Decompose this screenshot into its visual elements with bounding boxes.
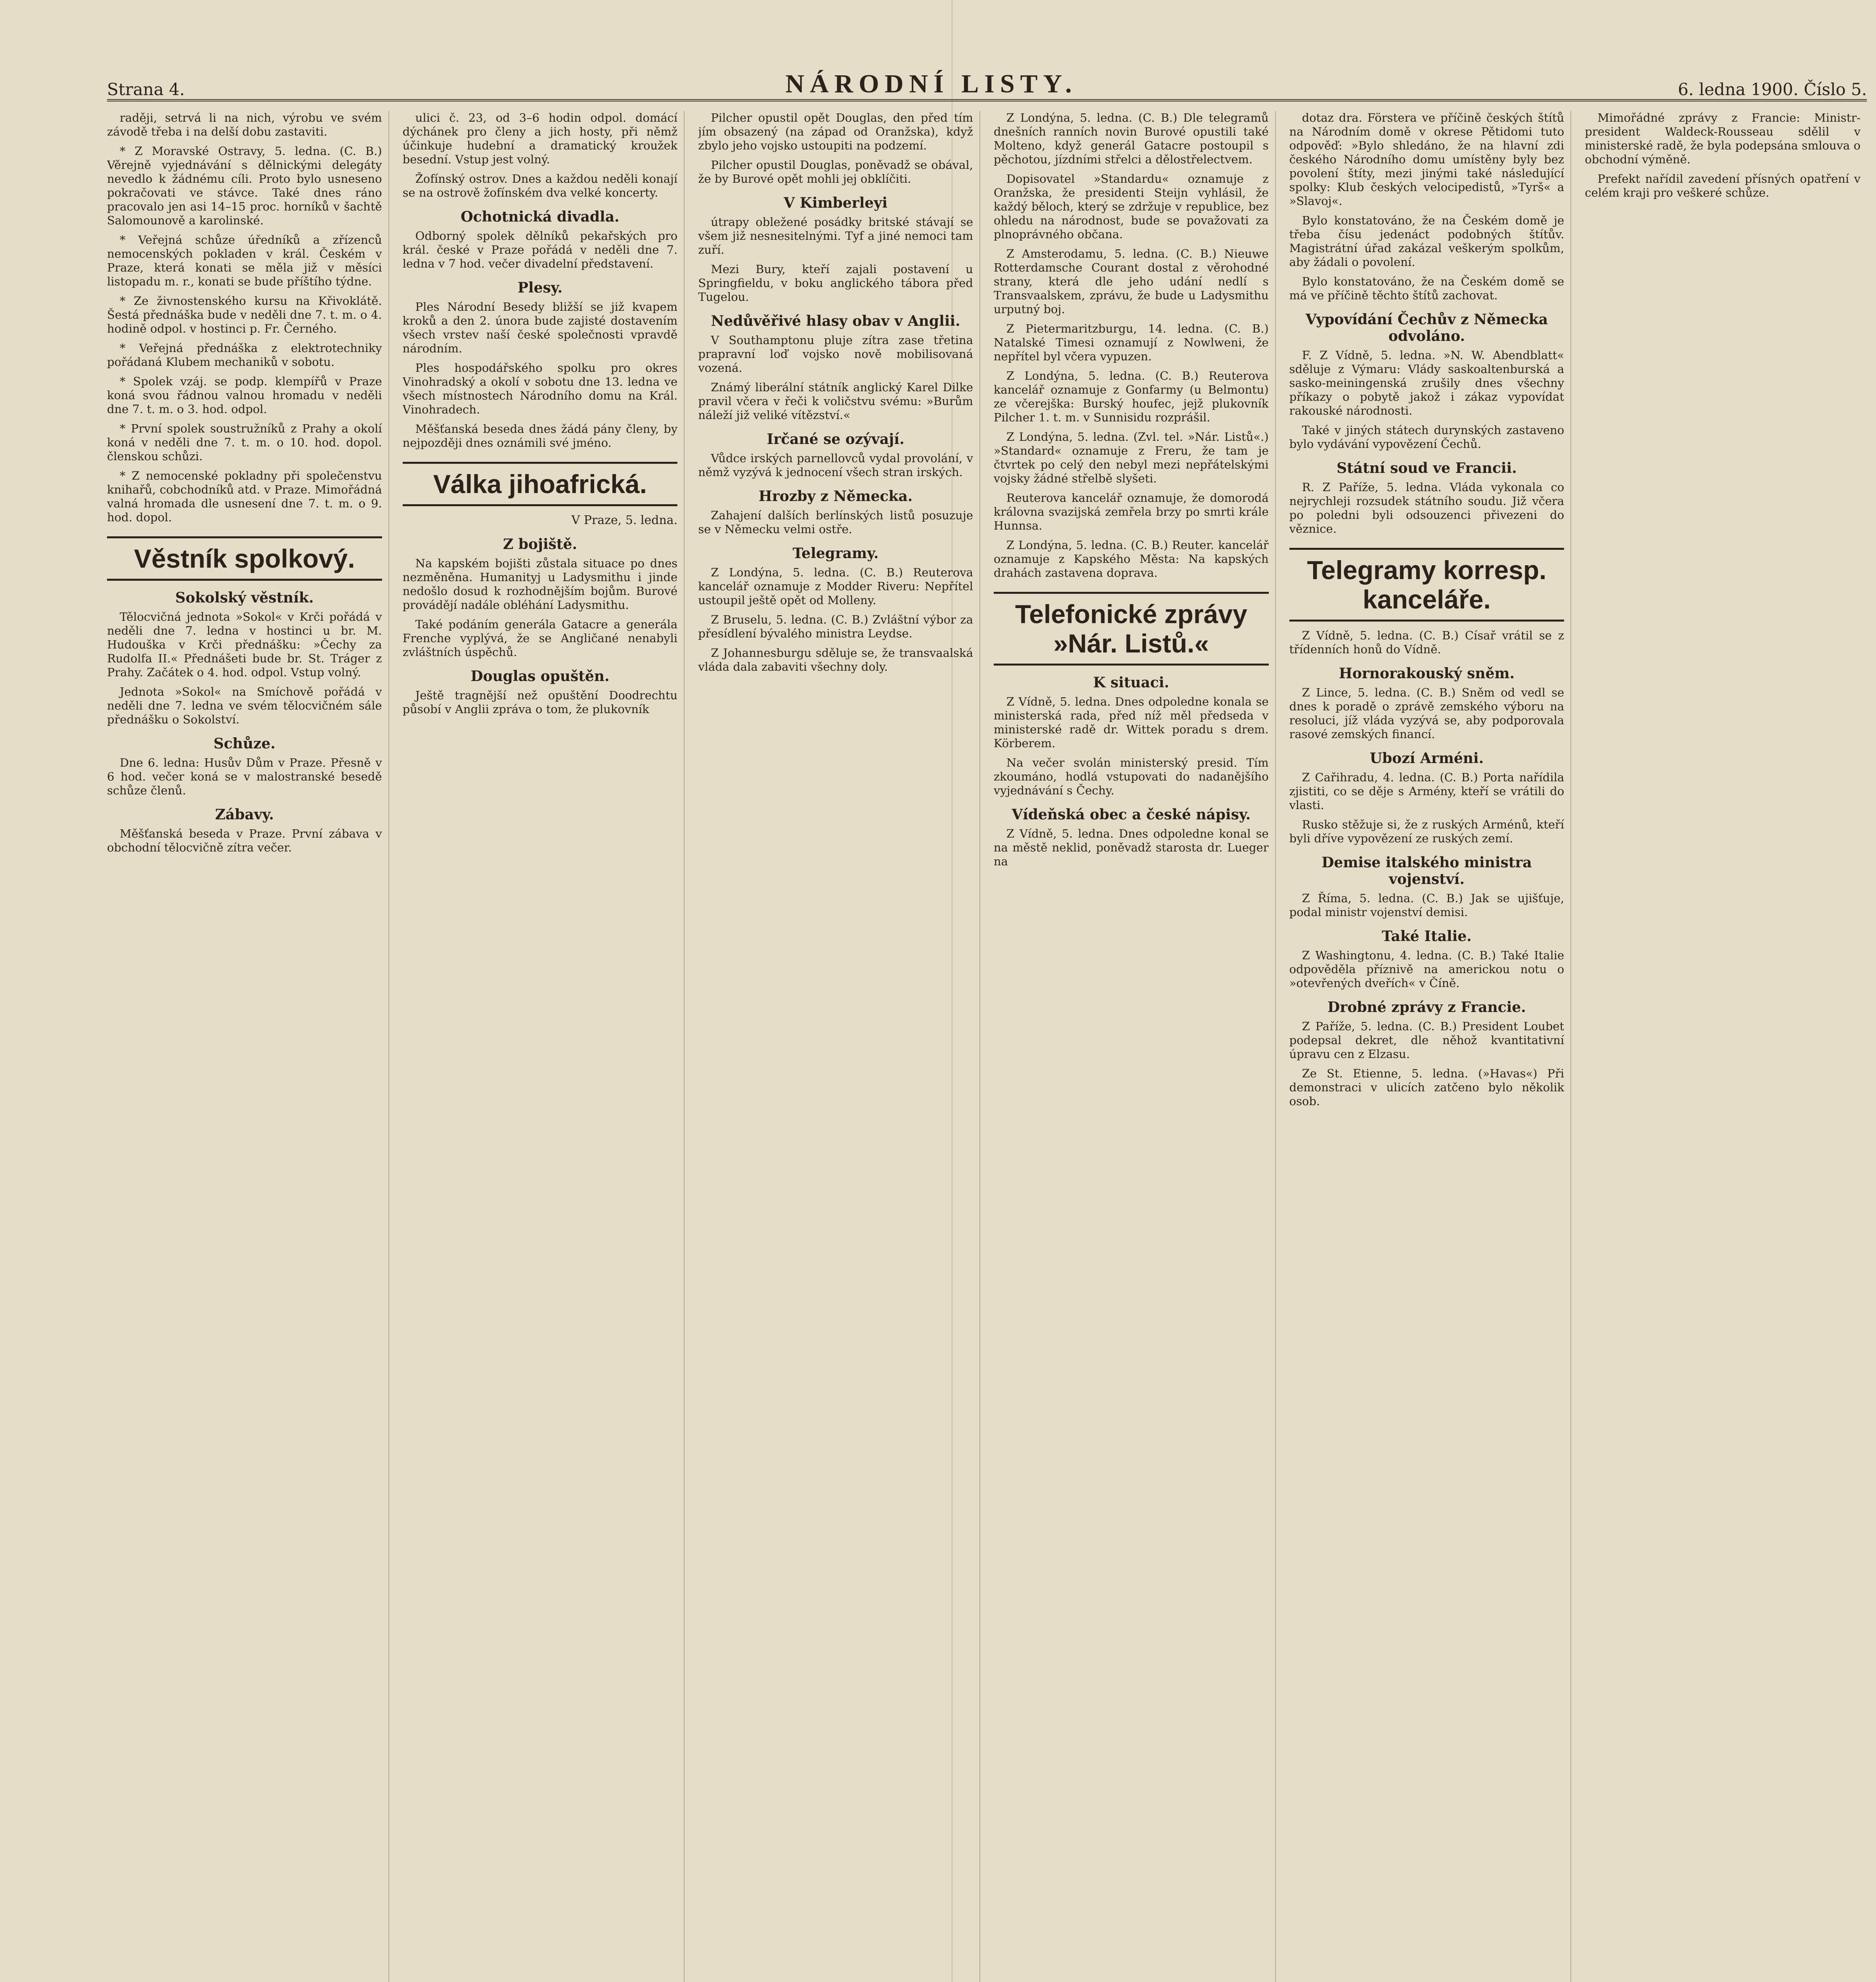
paragraph: Z Londýna, 5. ledna. (Zvl. tel. »Nár. Listů«.) »Standard« oznamuje z Freru, že tam je čtvrtek po celý den nebyl mezi nepřátelskými vojsky žádné střelbě slyšeti.: [994, 430, 1269, 485]
subheading: K situaci.: [1093, 674, 1169, 691]
paragraph: Žofínský ostrov. Dnes a každou neděli konají se na ostrově žofínském dva velké koncerty.: [402, 172, 678, 199]
paragraph: * Veřejná schůze úředníků a zřízenců nemocenských pokladen v král. Českém v Praze, která konati se měla již v měsíci listopadu m. r., konati se bude příštího týdne.: [107, 233, 382, 288]
column-2: [403, 111, 685, 1982]
paragraph: Pilcher opustil opět Douglas, den před tím jím obsazený (na západ od Oranžska), když zbylo jeho vojsko ustoupiti na podzemí.: [698, 111, 973, 152]
paragraph: * Ze živnostenského kursu na Křivoklátě. Šestá přednáška bude v neděli dne 7. t. m. o 4. hodině odpol. v hostinci p. Fr. Černého.: [107, 294, 382, 335]
paragraph: Také podáním generála Gatacre a generála Frenche vyplývá, že se Angličané nenabyli zvláštních úspěchů.: [402, 618, 678, 659]
subheading: Hrozby z Německa.: [758, 488, 913, 505]
paragraph: Reuterova kancelář oznamuje, že domorodá královna svazijská zemřela brzy po smrti krále Hunnsa.: [994, 491, 1269, 532]
column-6: [1585, 111, 1867, 1982]
paragraph: ulici č. 23, od 3–6 hodin odpol. domácí dýchánek pro členy a jich hosty, při němž účinkuje hudební a dramatický kroužek besední. Vstup jest volný.: [402, 111, 678, 166]
paragraph: Z Říma, 5. ledna. (C. B.) Jak se ujišťuje, podal ministr vojenství demisi.: [1289, 892, 1564, 919]
subheading: Ochotnická divadla.: [461, 209, 620, 225]
subheading: Sokolský věstník.: [175, 589, 314, 606]
paragraph: Z Vídně, 5. ledna. Dnes odpoledne konal se na městě neklid, poněvadž starosta dr. Lueger na: [994, 827, 1269, 868]
paragraph: Z Vídně, 5. ledna. Dnes odpoledne konala se ministerská rada, před níž měl předseda v ministerské radě dr. Wittek poradu s drem. Körberem.: [994, 695, 1269, 750]
dateline: V Praze, 5. ledna.: [571, 513, 678, 527]
paragraph: Dopisovatel »Standardu« oznamuje z Oranžska, že presidenti Steijn vyhlásil, že každý běloch, který se zdržuje v republice, bez ohledu na národnost, bude se považovati za plnoprávného občana.: [994, 172, 1269, 241]
paragraph: Odborný spolek dělníků pekařských pro král. české v Praze pořádá v neděli dne 7. ledna v 7 hod. večer divadelní představení.: [402, 229, 678, 270]
paragraph: R. Z Paříže, 5. ledna. Vláda vykonala co nejrychleji rozsudek státního soudu. Již včera po poledni byli odsouzenci přivezeni do věznice.: [1289, 480, 1564, 536]
paragraph: Z Washingtonu, 4. ledna. (C. B.) Také Italie odpověděla příznivě na americkou notu o »otevřených dveřích« v Číně.: [1289, 949, 1564, 990]
paragraph: * Z Moravské Ostravy, 5. ledna. (C. B.) Věrejně vyjednávání s dělnickými delegáty nevedlo k žádnému cíli. Proto bylo usneseno pokračovati ve stávce. Také dnes ráno pracovalo jen asi 14–15 proc. horníků v šachtě Salomounově a karolinské.: [107, 144, 382, 227]
subheading: Plesy.: [517, 279, 563, 296]
paragraph: Z Londýna, 5. ledna. (C. B.) Dle telegramů dnešních ranních novin Burové opustili také Molteno, když generál Gatacre postoupil s pěchotou, jízdními střelci a dělostřelectvem.: [994, 111, 1269, 166]
paragraph: Bylo konstatováno, že na Českém domě je třeba čísu jedenáct podobných štítův. Magistrátní úřad zakázal veškerým spolkům, aby žádali o povolení.: [1289, 214, 1564, 269]
paragraph: * Spolek vzáj. se podp. klempířů v Praze koná svou řádnou valnou hromadu v neděli dne 7. t. m. o 3. hod. odpol.: [107, 375, 382, 416]
paragraph: Z Amsterodamu, 5. ledna. (C. B.) Nieuwe Rotterdamsche Courant dostal z věrohodné strany, která dle jeho udání nedlí s Transvaalskem, zprávu, že bude u Ladysmithu urputný boj.: [994, 247, 1269, 316]
subheading: Vypovídání Čechův z Německa odvoláno.: [1305, 311, 1548, 344]
paragraph: útrapy obležené posádky britské stávají se všem již nesnesitelnými. Tyf a jiné nemoci tam zuří.: [698, 215, 973, 256]
paragraph: Jednota »Sokol« na Smíchově pořádá v neděli dne 7. ledna ve svém tělocvičném sále přednášku o Sokolství.: [107, 685, 382, 726]
paragraph: * První spolek soustružníků z Prahy a okolí koná v neděli dne 7. t. m. o 10. hod. dopol. členskou schůzi.: [107, 422, 382, 463]
paragraph: Z Lince, 5. ledna. (C. B.) Sněm od vedl se dnes k poradě o zprávě zemského výboru na resoluci, jíž vláda vyzývá se, aby podporovala rasové zemských financí.: [1289, 686, 1564, 741]
subheading: Nedůvěřivé hlasy obav v Anglii.: [711, 313, 960, 329]
paragraph: Ze St. Etienne, 5. ledna. (»Havas«) Při demonstraci v ulicích zatčeno bylo několik osob.: [1289, 1067, 1564, 1108]
paragraph: Známý liberální státník anglický Karel Dilke pravil včera v řeči k voličstvu svému: »Burům náleží již veliké vítězství.«: [698, 381, 973, 422]
subheading: Schůze.: [213, 735, 275, 752]
paragraph: Na večer svolán ministerský presid. Tím zkoumáno, hodlá vstupovati do nadanějšího vyjednávání s Čechy.: [994, 756, 1269, 797]
paragraph: Pilcher opustil Douglas, poněvadž se obával, že by Burové opět mohli jej obklíčiti.: [698, 158, 973, 186]
subheading: Zábavy.: [215, 806, 274, 823]
paragraph: Rusko stěžuje si, že z ruských Arménů, kteří byli dříve vypovězení ze ruských zemí.: [1289, 818, 1564, 845]
paragraph: Mimořádné zprávy z Francie: Ministr-president Waldeck-Rousseau sdělil v ministerské radě, že byla podepsána smlouva o obchodní výměně.: [1585, 111, 1861, 166]
section-heading: Telefonické zprávy »Nár. Listů.«: [994, 592, 1269, 666]
paragraph: Zahajení dalších berlínských listů posuzuje se v Německu velmi ostře.: [698, 509, 973, 536]
paragraph: Bylo konstatováno, že na Českém domě se má ve příčině těchto štítů zachovat.: [1289, 275, 1564, 302]
issue-date: 6. ledna 1900. Číslo 5.: [1678, 80, 1867, 99]
section-heading: Věstník spolkový.: [107, 536, 382, 581]
subheading: Demise italského ministra vojenství.: [1321, 854, 1532, 888]
subheading: Také Italie.: [1382, 928, 1472, 945]
paragraph: V Southamptonu pluje zítra zase třetina prapravní loď vojsko nově mobilisovaná vozená.: [698, 333, 973, 375]
column-5: [1289, 111, 1572, 1982]
subheading: Státní soud ve Francii.: [1337, 460, 1517, 476]
paragraph: Z Cařihradu, 4. ledna. (C. B.) Porta nařídila zjistiti, co se děje s Armény, kteří se vrátili do vlasti.: [1289, 771, 1564, 812]
paragraph: dotaz dra. Förstera ve příčině českých štítů na Národním domě v okrese Pětidomi tuto odpověď: »Bylo shledáno, že na hlavní zdi českého Národního domu umístěny byly bez povolení štíty, mezi jinými také následující spolky: Klub českých velocipedistů, »Tyrš« a »Slavoj«.: [1289, 111, 1564, 208]
subheading: Drobné zprávy z Francie.: [1327, 999, 1526, 1016]
subheading: Hornorakouský sněm.: [1339, 665, 1515, 682]
section-heading: Telegramy korresp. kanceláře.: [1289, 548, 1564, 622]
subheading: Vídeňská obec a české nápisy.: [1012, 806, 1251, 823]
subheading: Telegramy.: [792, 545, 879, 562]
paragraph: raději, setrvá li na nich, výrobu ve svém závodě třeba i na delší dobu zastaviti.: [107, 111, 382, 138]
paragraph: Mezi Bury, kteří zajali postavení u Springfieldu, v boku anglického tábora před Tugelou.: [698, 262, 973, 304]
paragraph: Tělocvičná jednota »Sokol« v Krči pořádá v neděli dne 7. ledna v hostinci u br. M. Hudouška v Krči přednášku: »Čechy za Rudolfa II.« Přednášeti bude br. St. Tráger z Prahy. Začátek o 4. hod. odpol. Vstup volný.: [107, 610, 382, 679]
paragraph: Na kapském bojišti zůstala situace po dnes nezměněna. Humanityj u Ladysmithu i jinde nedošlo dosud k rozhodnějším bojům. Burové provádějí nadále obléhání Ladysmithu.: [402, 557, 678, 612]
paragraph: Z Vídně, 5. ledna. (C. B.) Císař vrátil se z třídenních honů do Vídně.: [1289, 629, 1564, 656]
paragraph: Vůdce irských parnellovců vydal provolání, v němž vyzývá k jednocení všech stran irských.: [698, 451, 973, 479]
paragraph: Ještě tragnější než opuštění Doodrechtu působí v Anglii zpráva o tom, že plukovník: [402, 689, 678, 716]
paragraph: Měšťanská beseda v Praze. První zábava v obchodní tělocvičně zítra večer.: [107, 827, 382, 854]
paragraph: * Veřejná přednáška z elektrotechniky pořádaná Klubem mechaniků v sobotu.: [107, 341, 382, 369]
paragraph: Z Bruselu, 5. ledna. (C. B.) Zvláštní výbor za přesídlení bývalého ministra Leydse.: [698, 613, 973, 640]
subheading: Douglas opuštěn.: [470, 668, 610, 685]
paragraph: Z Londýna, 5. ledna. (C. B.) Reuter. kancelář oznamuje z Kapského Města: Na kapských drahách zastavena doprava.: [994, 538, 1269, 580]
masthead: [107, 67, 1867, 101]
newspaper-title: NÁRODNÍ LISTY.: [785, 69, 1077, 98]
paragraph: Ples Národní Besedy bližší se již kvapem kroků a den 2. února bude zajisté dostavením všech vrstev naší české společnosti vpravdě národním.: [402, 300, 678, 355]
paragraph: Dne 6. ledna: Husův Dům v Praze. Přesně v 6 hod. večer koná se v malostranské besedě schůze členů.: [107, 756, 382, 797]
paragraph: Prefekt nařídil zavedení přísných opatření v celém kraji pro veškeré schůze.: [1585, 172, 1861, 199]
subheading: Ubozí Arméni.: [1369, 750, 1484, 767]
paragraph: Z Londýna, 5. ledna. (C. B.) Reuterova kancelář oznamuje z Modder Riveru: Nepřítel ustoupil ještě opět od Molleny.: [698, 566, 973, 607]
paragraph: Z Johannesburgu sděluje se, že transvaalská vláda dala zabaviti všechny doly.: [698, 646, 973, 673]
paragraph: * Z nemocenské pokladny při společenstvu knihařů, cobchodníků atd. v Praze. Mimořádná valná hromada dle usnesení dne 7. t. m. o 9. hod. dopol.: [107, 469, 382, 524]
paragraph: Z Londýna, 5. ledna. (C. B.) Reuterova kancelář oznamuje z Gonfarmy (u Belmontu) ze včerejška: Burský houfec, jejž plukovník Pilcher 1. t. m. v Sunnisidu rozprášil.: [994, 369, 1269, 424]
column-4: [994, 111, 1276, 1982]
subheading: Z bojiště.: [503, 536, 577, 553]
paragraph: Ples hospodářského spolku pro okres Vinohradský a okolí v sobotu dne 13. ledna ve všech místnostech Národního domu na Král. Vinohradech.: [402, 361, 678, 416]
paragraph: Z Paříže, 5. ledna. (C. B.) President Loubet podepsal dekret, dle něhož kvantitativní úpravu cen z Elzasu.: [1289, 1020, 1564, 1061]
paragraph: Měšťanská beseda dnes žádá pány členy, by nejpozději dnes oznámili své jméno.: [402, 422, 678, 450]
column-1: [107, 111, 389, 1982]
paragraph: Z Pietermaritzburgu, 14. ledna. (C. B.) Natalské Timesi oznamují z Nowlweni, že nepřítel byl včera vypuzen.: [994, 322, 1269, 363]
subheading: Irčané se ozývají.: [767, 431, 905, 448]
paragraph: F. Z Vídně, 5. ledna. »N. W. Abendblatt« sděluje z Výmaru: Vlády saskoaltenburská a sasko-meiningenská zrušily dnes všechny příkazy o pobytě jakož i zákaz vypovídat rakouské národnosti.: [1289, 348, 1564, 417]
section-heading: Válka jihoafrická.: [403, 462, 678, 506]
page-number: Strana 4.: [107, 80, 185, 99]
article-columns: [107, 111, 1867, 1982]
subheading: V Kimberleyi: [784, 195, 888, 211]
paragraph: Také v jiných státech durynských zastaveno bylo vydávání vypovězení Čechů.: [1289, 423, 1564, 451]
column-3: [698, 111, 980, 1982]
